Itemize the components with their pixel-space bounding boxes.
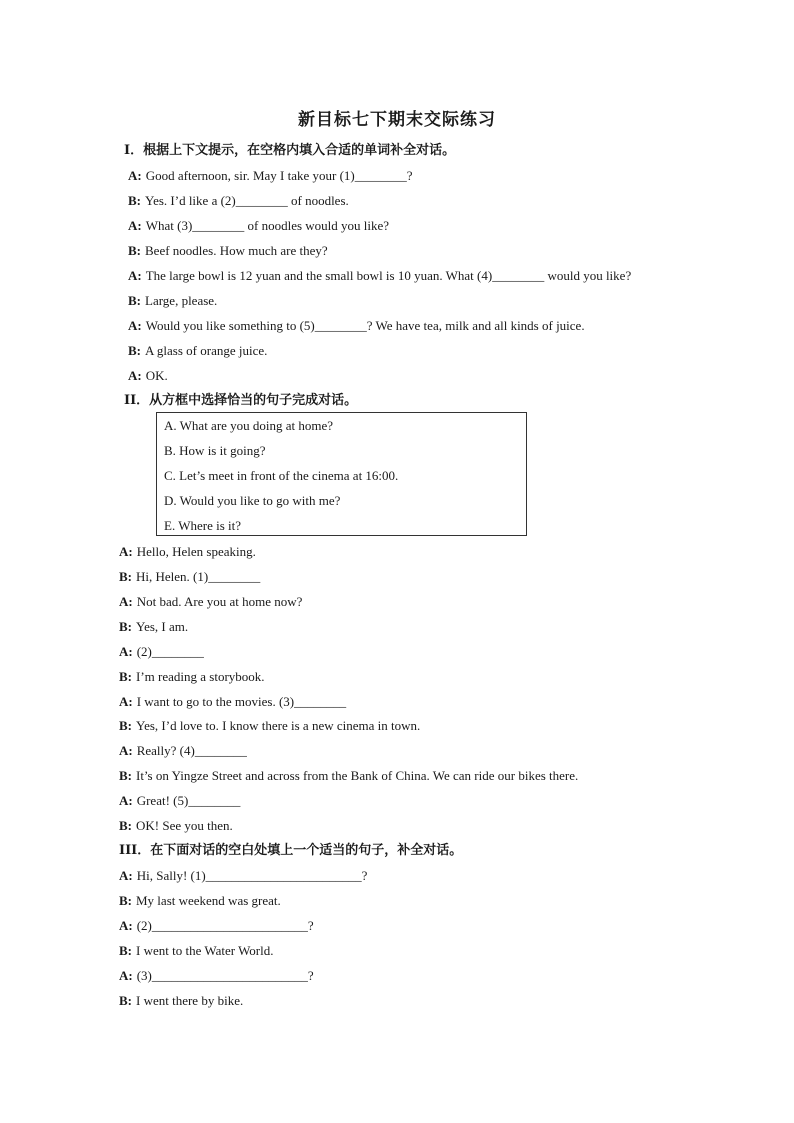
dialogue-line — [119, 943, 274, 959]
speaker-label: B: — [119, 768, 132, 783]
line-text: Yes. I’d like a (2)________ of noodles. — [145, 193, 349, 208]
line-text: Hi, Sally! (1)________________________? — [136, 868, 368, 883]
speaker-label: B: — [128, 193, 141, 208]
option-item: D. Would you like to go with me? — [164, 493, 341, 508]
line-text: Yes, I’d love to. I know there is a new cinema in town. — [136, 718, 421, 733]
speaker-label: B: — [119, 893, 132, 908]
line-text: (3)________________________? — [136, 968, 314, 983]
speaker-label: B: — [119, 718, 132, 733]
dialogue-line — [119, 669, 265, 685]
speaker-label: A: — [128, 168, 142, 183]
speaker-label: B: — [128, 243, 141, 258]
dialogue-line — [119, 868, 367, 884]
line-text: Large, please. — [145, 293, 218, 308]
line-text: My last weekend was great. — [136, 893, 281, 908]
speaker-label: B: — [119, 669, 132, 684]
speaker-label: B: — [119, 818, 132, 833]
speaker-label: A: — [128, 368, 142, 383]
line-text: Hi, Helen. (1)________ — [136, 569, 261, 584]
option-item: B. How is it going? — [164, 443, 266, 458]
dialogue-line — [119, 594, 302, 610]
speaker-label: A: — [119, 644, 133, 659]
speaker-label: B: — [119, 569, 132, 584]
line-text: I went there by bike. — [136, 993, 244, 1008]
speaker-label: A: — [128, 268, 142, 283]
dialogue-line — [119, 893, 281, 909]
line-text: A glass of orange juice. — [145, 343, 268, 358]
dialogue-line — [119, 993, 243, 1009]
option-item: E. Where is it? — [164, 518, 242, 533]
speaker-label: A: — [119, 544, 133, 559]
line-text: Good afternoon, sir. May I take your (1)________? — [145, 168, 413, 183]
dialogue-line — [119, 793, 240, 809]
line-text: Beef noodles. How much are they? — [145, 243, 328, 258]
dialogue-line — [128, 268, 631, 284]
speaker-label: B: — [128, 293, 141, 308]
dialogue-line — [119, 569, 260, 585]
dialogue-line — [119, 644, 204, 660]
line-text: Not bad. Are you at home now? — [136, 594, 303, 609]
speaker-label: A: — [119, 868, 133, 883]
speaker-label: A: — [119, 743, 133, 758]
dialogue-line — [119, 768, 578, 784]
line-text: Would you like something to (5)________? We have tea, milk and all kinds of juice. — [145, 318, 585, 333]
section-1-heading: I．根据上下文提示，在空格内填入合适的单词补全对话。 — [124, 143, 456, 158]
option-item: A. What are you doing at home? — [164, 418, 334, 433]
speaker-label: A: — [128, 218, 142, 233]
dialogue-line — [128, 343, 267, 359]
dialogue-line — [128, 243, 328, 259]
speaker-label: B: — [128, 343, 141, 358]
dialogue-line — [119, 619, 188, 635]
speaker-label: B: — [119, 993, 132, 1008]
dialogue-line — [119, 918, 314, 934]
dialogue-line — [119, 818, 233, 834]
line-text: The large bowl is 12 yuan and the small bowl is 10 yuan. What (4)________ would you like? — [145, 268, 632, 283]
dialogue-line — [128, 193, 349, 209]
line-text: (2)________________________? — [136, 918, 314, 933]
speaker-label: B: — [119, 619, 132, 634]
speaker-label: A: — [128, 318, 142, 333]
section-3-heading: III．在下面对话的空白处填上一个适当的句子，补全对话。 — [119, 843, 463, 858]
line-text: I’m reading a storybook. — [136, 669, 265, 684]
dialogue-line — [128, 218, 389, 234]
line-text: Great! (5)________ — [136, 793, 241, 808]
line-text: What (3)________ of noodles would you like? — [145, 218, 390, 233]
speaker-label: A: — [119, 793, 133, 808]
line-text: I went to the Water World. — [136, 943, 274, 958]
dialogue-line — [128, 318, 585, 334]
dialogue-line — [119, 718, 420, 734]
line-text: OK! See you then. — [136, 818, 233, 833]
line-text: Hello, Helen speaking. — [136, 544, 256, 559]
line-text: I want to go to the movies. (3)________ — [136, 694, 347, 709]
line-text: It’s on Yingze Street and across from the Bank of China. We can ride our bikes there. — [136, 768, 579, 783]
dialogue-line — [119, 694, 346, 710]
line-text: OK. — [145, 368, 168, 383]
option-item: C. Let’s meet in front of the cinema at 16:00. — [164, 468, 399, 483]
speaker-label: A: — [119, 694, 133, 709]
dialogue-line — [128, 368, 168, 384]
line-text: Really? (4)________ — [136, 743, 247, 758]
page-title: 新目标七下期末交际练习 — [298, 110, 496, 130]
dialogue-line — [119, 743, 247, 759]
line-text: (2)________ — [136, 644, 204, 659]
speaker-label: A: — [119, 918, 133, 933]
section-2-heading: II．从方框中选择恰当的句子完成对话。 — [124, 393, 358, 408]
speaker-label: A: — [119, 594, 133, 609]
dialogue-line — [119, 968, 314, 984]
speaker-label: A: — [119, 968, 133, 983]
line-text: Yes, I am. — [136, 619, 189, 634]
dialogue-line — [128, 293, 217, 309]
options-box — [156, 412, 527, 536]
speaker-label: B: — [119, 943, 132, 958]
dialogue-line — [128, 168, 413, 184]
dialogue-line — [119, 544, 256, 560]
